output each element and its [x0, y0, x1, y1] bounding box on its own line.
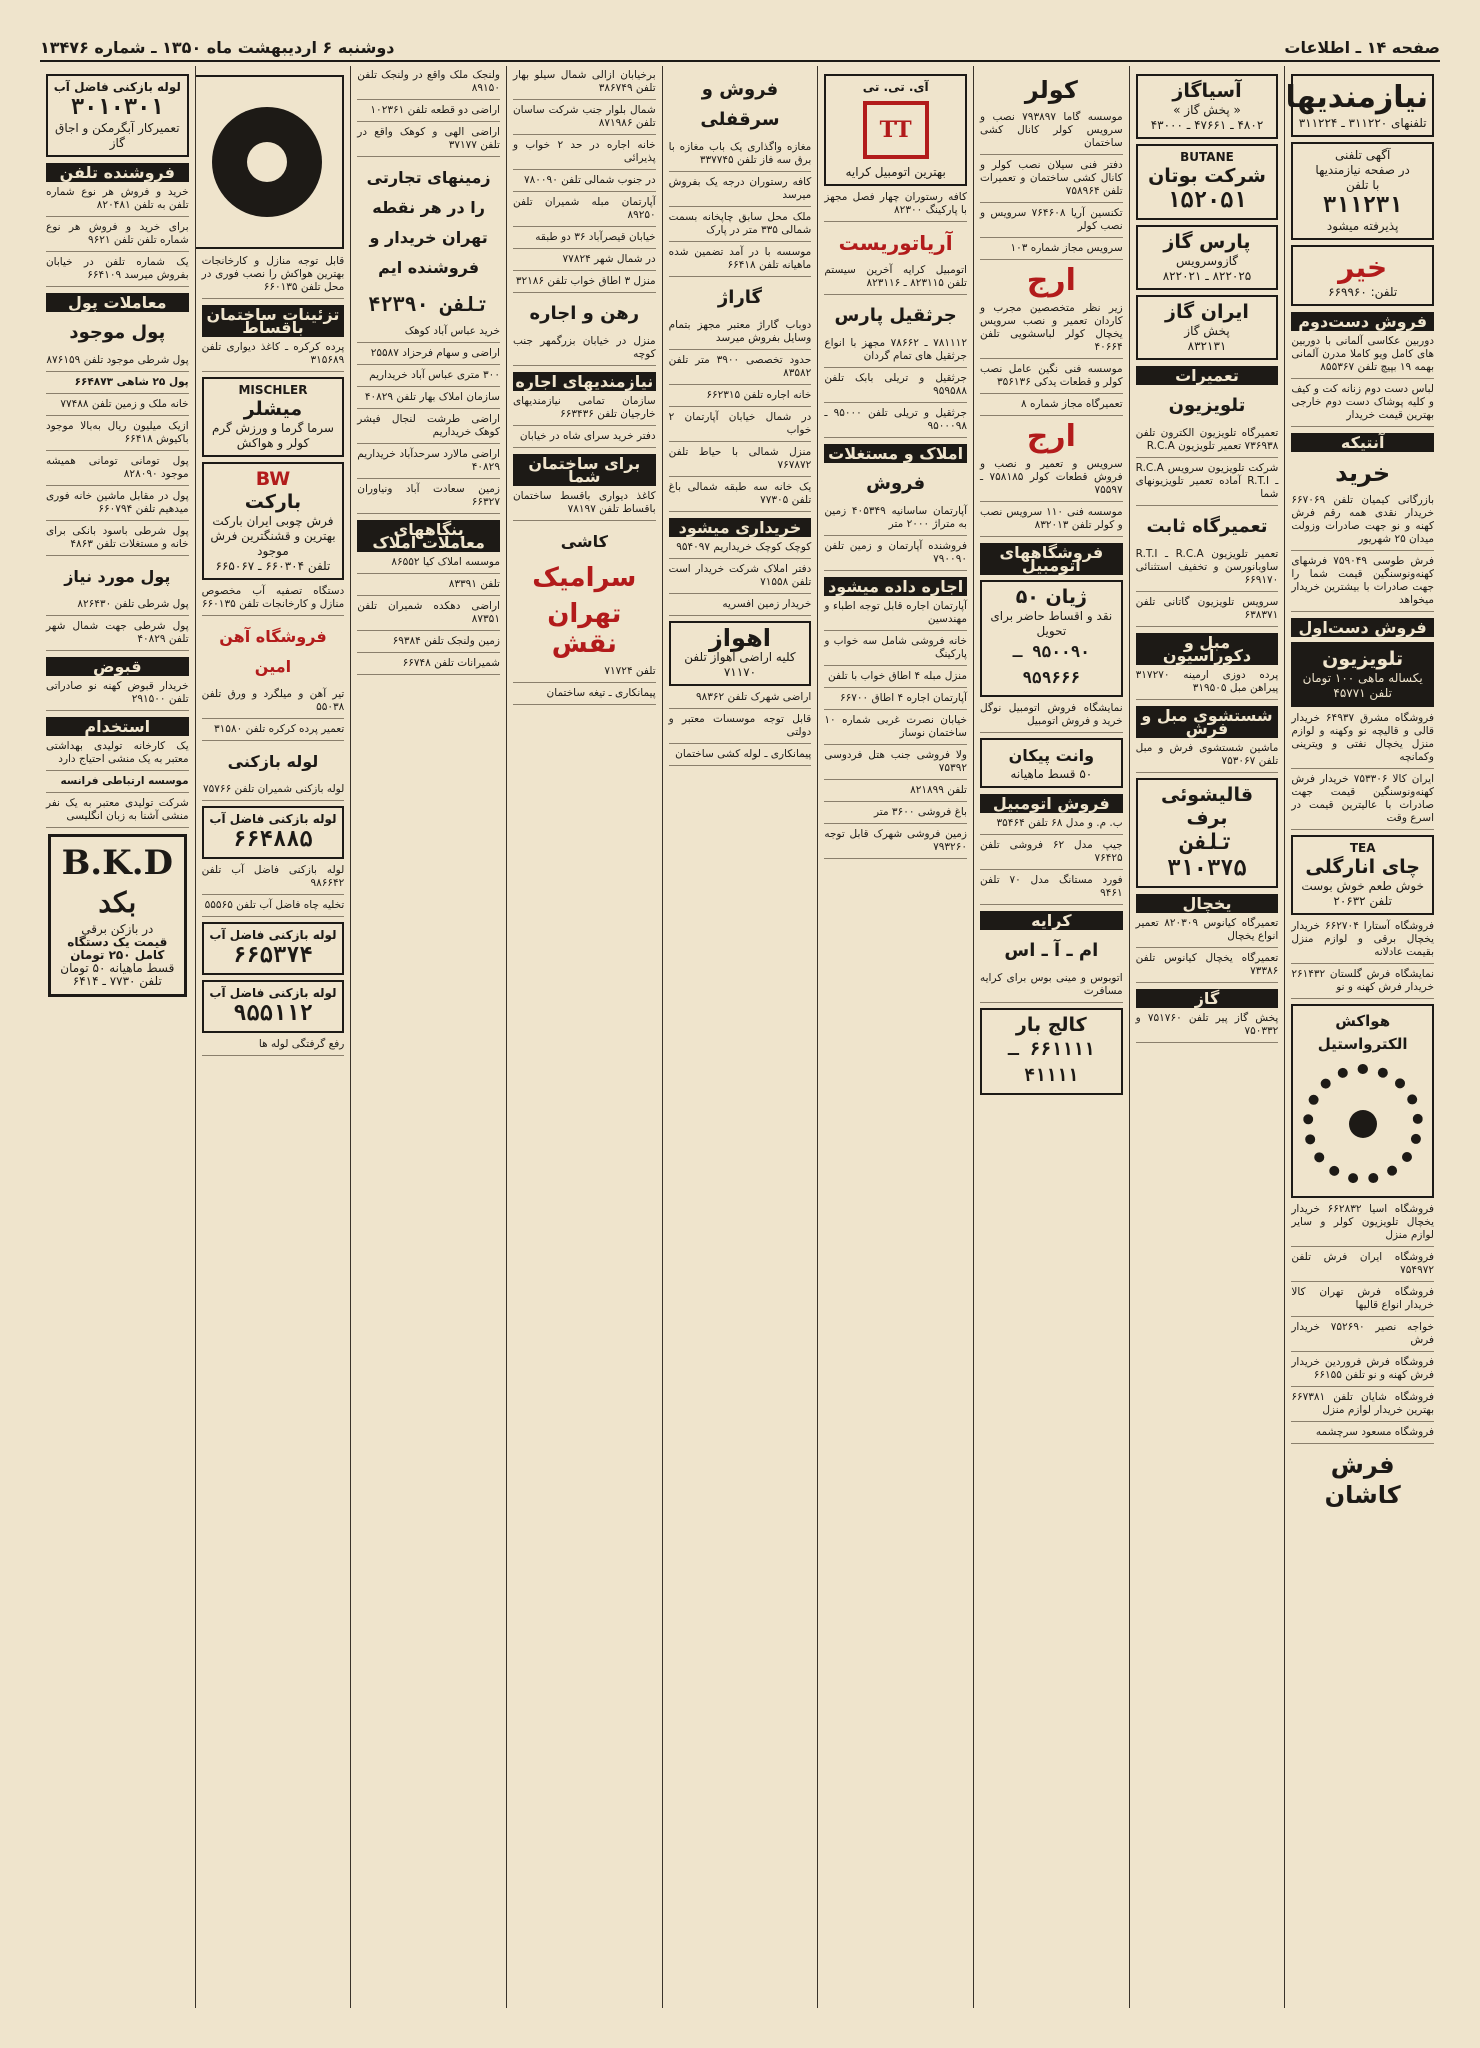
section-header: فروشنده تلفن: [46, 163, 189, 182]
ad-item: شرکت تلویزیون سرویس R.C.A ـ R.T.I آماده تعمیر تلویزیونهای شما: [1136, 462, 1279, 506]
kashan-carpet-title: فرش کاشان: [1324, 1451, 1401, 1509]
classifieds-masthead: [1285, 74, 1434, 137]
iran-gas-phone: ۸۳۲۱۳۱: [1187, 339, 1227, 353]
arj-brand-logo: ارج: [1026, 419, 1076, 454]
commercial-land-phone: تلفن ۴۲۳۹۰: [368, 292, 489, 316]
masthead-title: نیازمندیها: [1285, 80, 1428, 115]
pars-gas-ad: [1136, 225, 1279, 290]
tv-price: یکساله ماهی ۱۰۰ تومان: [1302, 671, 1423, 685]
promo-number: ۳۱۱۲۳۱: [1322, 193, 1403, 218]
ad-item: فورد مستانگ مدل ۷۰ تلفن ۹۴۶۱: [980, 874, 1123, 905]
sabet-heading: تعمیرگاه ثابت: [1146, 516, 1268, 537]
issue-date: دوشنبه ۶ اردیبهشت ماه ۱۳۵۰ ـ شماره ۱۳۴۷۶: [40, 37, 395, 57]
section-header: فروش دست‌اول: [1291, 618, 1434, 637]
ad-item: فروشگاه اسیا ۶۶۲۸۳۲ خریدار یخچال تلویزیون کولر و سایر لوازم منزل: [1291, 1203, 1434, 1247]
iran-gas-sub: پخش گاز: [1184, 324, 1230, 338]
zhiyan-title: ژیان ۵۰: [1015, 586, 1087, 608]
ad-item: دوربین عکاسی آلمانی با دوربین های کامل ویو کاملا مدرن آلمانی بهمه ۱۹ بپیچ تلفن ۸۵۵۳۶۷: [1291, 335, 1434, 379]
pickup-ad: [980, 738, 1123, 788]
ad-item: نمایشگاه فرش گلستان ۲۶۱۴۳۲ خریدار فرش کهنه و نو: [1291, 968, 1434, 999]
ad-item: تعمیر پرده کرکره تلفن ۳۱۵۸۰: [202, 723, 345, 741]
sewage-title: لوله بازکنی فاضل آب: [209, 928, 337, 942]
ad-item: در شمال شهر ۷۷۸۲۴: [513, 253, 656, 271]
section-header: فروشگاههای اتومبیل: [980, 543, 1123, 575]
ad-item: خواجه نصیر ۷۵۲۶۹۰ خریدار فرش: [1291, 1321, 1434, 1352]
section-header: اجاره داده میشود: [824, 577, 967, 596]
ad-item: زیر نظر متخصصین مجرب و کاردان تعمیر و نصب سرویس یخچال کولر لباسشویی تلفن ۴۰۶۶۴: [980, 302, 1123, 359]
ad-item: شمال بلوار جنب شرکت ساسان تلفن ۸۷۱۹۸۶: [513, 104, 656, 135]
iran-gas-title: ایران گاز: [1165, 301, 1249, 323]
promo-note: پذیرفته میشود: [1326, 219, 1399, 233]
ad-item: سرویس تلویزیون گاتانی تلفن ۶۳۸۳۷۱: [1136, 596, 1279, 627]
ad-item: برخیابان ازالی شمال سیلو بهار تلفن ۳۸۶۷۴۹: [513, 69, 656, 100]
promo-line: با تلفن: [1346, 178, 1380, 192]
fan-icon: [1303, 1064, 1423, 1184]
promo-line: در صفحه نیازمندیها: [1315, 163, 1410, 177]
ad-item: اراضی دهکده شمیران تلفن ۸۷۳۵۱: [357, 600, 500, 631]
ad-item: تلفن ۸۳۳۹۱: [357, 578, 500, 596]
ad-item: در جنوب شمالی تلفن ۷۸۰۰۹۰: [513, 174, 656, 192]
ahvaz-text: کلیه اراضی اهواز تلفن ۷۱۱۷۰: [684, 650, 796, 679]
ad-item: زمین ولنجک تلفن ۶۹۳۸۴: [357, 635, 500, 653]
ad-item: موسسه گاما ۷۹۳۸۹۷ نصب و سرویس کولر کانال کشی ساختمان: [980, 111, 1123, 155]
tea-phone: تلفن ۲۰۶۳۲: [1333, 894, 1392, 908]
columns: [40, 66, 1440, 2008]
arj-brand-logo: ارج: [1026, 263, 1076, 298]
bw-text: فرش چوبی ایران بارکت بهترین و قشنگترین فرش موجود: [210, 514, 336, 558]
carpet-wash-phone: تلفن ۳۱۰۳۷۵: [1167, 830, 1247, 881]
ad-item: پول شرطی تلفن ۸۲۶۴۳۰: [46, 598, 189, 616]
tv-installment-ad: [1291, 642, 1434, 707]
commercial-land-heading: زمینهای تجارتی را در هر نقطه تهران خریدار و فروشنده ایم: [366, 168, 491, 277]
section-header: برای ساختمان شما: [513, 454, 656, 486]
ad-item: موسسه املاک کیا ۸۶۵۵۲: [357, 556, 500, 574]
sewage-phone: ۶۶۵۳۷۴: [233, 943, 313, 968]
ad-item: کافه رستوران درجه یک بفروش میرسد: [669, 176, 812, 207]
ad-item: یک کارخانه تولیدی بهداشتی معتبر به یک منشی احتیاج دارد: [46, 740, 189, 771]
mischler-brand: MISCHLER: [238, 383, 308, 397]
ad-item: پخش گاز پیر تلفن ۷۵۱۷۶۰ و ۷۵۰۳۳۲: [1136, 1012, 1279, 1043]
section-header: املاک و مستغلات: [824, 444, 967, 463]
ad-item: ۷۸۱۱۱۲ ـ ۷۸۶۶۲ مجهز با انواع جرثقیل های تمام گردان: [824, 337, 967, 368]
section-header: نیازمندیهای اجاره: [513, 372, 656, 391]
iron-shop-heading: فروشگاه آهن امین: [219, 627, 327, 676]
section-header: فروش اتومبیل: [980, 794, 1123, 813]
bkd-sub: در بازکن برقی: [81, 922, 154, 936]
cooler-ad: [1291, 1004, 1434, 1198]
sewage-title: لوله بازکنی فاضل آب: [209, 812, 337, 826]
ad-item: خیابان قیصرآباد ۳۶ دو طبقه: [513, 231, 656, 249]
ad-item: آپارتمان اجاره قابل توجه اطباء و مهندسین: [824, 600, 967, 631]
ad-item: یک خانه سه طبقه شمالی باغ تلفن ۷۷۳۰۵: [669, 481, 812, 512]
ad-item: پرده کرکره ـ کاغذ دیواری تلفن ۳۱۵۶۸۹: [202, 341, 345, 372]
ad-item: اتومبیل کرایه آخرین سیستم تلفن ۸۲۳۱۱۵ ـ ۸۲۳۱۱۶: [824, 264, 967, 295]
ad-item: تلفن ۷۱۷۲۴: [513, 665, 656, 683]
bkd-installment: قسط ماهیانه ۵۰ تومان: [60, 961, 175, 975]
ad-item: دوباب گاراژ معتبر مجهز بتمام وسایل بفروش میرسد: [669, 319, 812, 350]
wheel-icon: [212, 107, 322, 217]
ad-item: جرثقیل و تریلی بابک تلفن ۹۵۹۵۸۸: [824, 372, 967, 403]
tea-title: چای انارگلی: [1305, 856, 1420, 878]
pars-gas-sub: گازوسرویس: [1175, 254, 1239, 268]
pars-gas-phones: ۸۲۲۰۲۵ ـ ۸۲۲۰۲۱: [1162, 269, 1252, 283]
itt-title: آی. تی. تی: [862, 80, 929, 94]
ad-item: ملک محل سابق چاپخانه بسمت شمالی ۳۳۵ متر در پارک: [669, 211, 812, 242]
tv-phone: تلفن ۴۵۷۷۱: [1333, 686, 1392, 700]
mischler-name: میشلر: [243, 398, 303, 420]
khayr-ad: [1291, 245, 1434, 306]
ad-item: خانه ملک و زمین تلفن ۷۷۴۸۸: [46, 398, 189, 416]
ad-item: تعمیر تلویزیون R.C.A ـ R.T.I ساوبانورسن و تخفیف استثنائی ۶۶۹۱۷۰: [1136, 548, 1279, 592]
ad-item: ب. م. و مدل ۶۸ تلفن ۳۵۴۶۴: [980, 817, 1123, 835]
ad-item: دفتر خرید سرای شاه در خیابان: [513, 430, 656, 448]
carpet-wash-title: قالیشوئی برف: [1160, 784, 1254, 829]
ad-item: فروشگاه آستارا ۶۶۲۷۰۴ خریدار یخچال برقی و لوازم منزل بقیمت عادلانه: [1291, 920, 1434, 964]
sewage-ad: [202, 922, 345, 975]
ad-item: بازرگانی کیمیان تلفن ۶۶۷۰۶۹ خریدار نقدی همه رقم فرش کهنه و نو جهت صادرات وزولت میدان ۲۵ شهریور: [1291, 494, 1434, 551]
ad-item: موسسه فنی ۱۱۰ سرویس نصب و کولر تلفن ۸۳۲۰۱۳: [980, 506, 1123, 537]
ad-item: کافه رستوران چهار فصل مجهز با پارکینگ ۸۲۳۰۰: [824, 191, 967, 222]
ad-item: جرثقیل و تریلی تلفن ۹۵۰۰۰ ـ ۹۵۰۰۰۹۸: [824, 407, 967, 438]
itt-ad: [824, 74, 967, 186]
column-2: [1129, 66, 1285, 2008]
ad-item: پول شرطی باسود بانکی برای خانه و مستغلات تلفن ۴۸۶۳: [46, 525, 189, 556]
column-3: [973, 66, 1129, 2008]
column-1: [1284, 66, 1440, 2008]
ad-item: لوله بازکنی شمیران تلفن ۷۵۷۶۶: [202, 783, 345, 801]
cooler-title: هواکش الکترواستیل: [1317, 1012, 1408, 1053]
section-header: خریداری میشود: [669, 518, 812, 537]
ad-item: سازمان املاک بهار تلفن ۴۰۸۲۹: [357, 391, 500, 409]
ad-item: اراضی طرشت لنجال فیشر کوهک خریداریم: [357, 413, 500, 444]
ad-item: فروشگاه فرش فروردین خریدار فرش کهنه و نو تلفن ۶۶۱۵۵: [1291, 1356, 1434, 1387]
section-header: یخچال: [1136, 894, 1279, 913]
ad-item: یک شماره تلفن در خیابان بفروش میرسد ۶۶۴۱۰۹: [46, 256, 189, 287]
column-8: [195, 66, 351, 2008]
ad-item: تعمیرگاه یخچال کیانوس تلفن ۷۳۳۸۶: [1136, 952, 1279, 983]
ad-item: تیر آهن و میلگرد و ورق تلفن ۵۵۰۳۸: [202, 688, 345, 719]
ad-item: خیابان نصرت غربی شماره ۱۰ ساختمان نوساز: [824, 714, 967, 745]
ad-item: قابل توجه منازل و کارخانجات بهترین هواکش را نصب فوری در محل تلفن ۶۶۰۱۳۵: [202, 255, 345, 299]
bkd-logo: B.K.D: [61, 843, 174, 883]
ad-item: فروشگاه ایران فرش تلفن ۷۵۴۹۷۲: [1291, 1251, 1434, 1282]
asia-gas-title: آسیاگاز: [1172, 80, 1242, 102]
tv-title: تلویزیون: [1322, 648, 1404, 670]
ad-item: جیپ مدل ۶۲ فروشی تلفن ۷۶۴۲۵: [980, 839, 1123, 870]
ad-item: شرکت تولیدی معتبر به یک نفر منشی آشنا به زبان انگلیسی: [46, 797, 189, 828]
ad-item: خریدار قبوض کهنه نو صادراتی تلفن ۲۹۱۵۰۰: [46, 680, 189, 711]
ad-item: شمیرانات تلفن ۶۶۷۴۸: [357, 657, 500, 675]
khayr-title: خیر: [1338, 251, 1388, 284]
ad-item: اراضی و سهام فرحزاد ۲۵۵۸۷: [357, 347, 500, 365]
ad-item: آپارتمان مبله شمیران تلفن ۸۹۲۵۰: [513, 196, 656, 227]
section-header: معاملات پول: [46, 293, 189, 312]
ad-item: تخلیه چاه فاضل آب تلفن ۵۵۵۶۵: [202, 899, 345, 917]
ad-item: ایران کالا ۷۵۳۳۰۶ خریدار فرش کهنه‌ونوسنگین قیمت جهت صادرات با عالیترین قیمت در اسرع وقت: [1291, 773, 1434, 830]
section-header: فروش دست‌دوم: [1291, 312, 1434, 331]
mas-heading: ام ـ آ ـ اس: [1004, 940, 1099, 961]
sewage-ad: [202, 806, 345, 859]
pickup-sub: ۵۰ قسط ماهیانه: [1010, 767, 1093, 781]
mortgage-heading: رهن و اجاره: [529, 303, 640, 324]
butane-title: شرکت بوتان: [1148, 165, 1266, 187]
ad-item: سرویس مجاز شماره ۱۰۳: [980, 242, 1123, 260]
ad-item: پول ۲۵ شاهی ۶۶۴۸۷۳: [46, 376, 189, 394]
ad-item: خرید عباس آباد کوهک: [357, 325, 500, 343]
kalaj-ad: [980, 1008, 1123, 1095]
ad-item: سازمان تمامی نیازمندیهای خارجیان تلفن ۶۶۳۴۳۶: [513, 395, 656, 426]
ad-item: زمین سعادت آباد ونیاوران ۶۶۳۲۷: [357, 483, 500, 514]
ad-item: زمین فروشی شهرک قابل توجه ۷۹۳۲۶۰: [824, 828, 967, 859]
mischler-ad: [202, 377, 345, 457]
section-header: گاز: [1136, 989, 1279, 1008]
butane-phone: ۱۵۲۰۵۱: [1167, 188, 1247, 213]
ad-item: برای خرید و فروش هر نوع شماره تلفن تلفن ۹۶۲۱: [46, 221, 189, 252]
ad-item: لوله بازکنی فاضل آب تلفن ۹۸۶۶۴۲: [202, 864, 345, 895]
sale-heading: فروش: [866, 473, 926, 494]
tea-subtitle: خوش طعم خوش بوست: [1301, 879, 1424, 893]
ad-item: فروشگاه مسعود سرچشمه: [1291, 1426, 1434, 1444]
ad-item: موسسه با در آمد تضمین شده ماهیانه تلفن ۶۶۴۱۸: [669, 246, 812, 277]
ad-item: فروشنده آپارتمان و زمین تلفن ۷۹۰۰۹۰: [824, 540, 967, 571]
ad-item: حدود تخصصی ۳۹۰۰ متر تلفن ۸۳۵۸۲: [669, 354, 812, 385]
ad-item: منزل ۳ اطاق خواب تلفن ۳۲۱۸۶: [513, 275, 656, 293]
butane-ad: [1136, 144, 1279, 220]
bw-brand: BW: [255, 468, 291, 490]
asia-gas-sub: « پخش گاز »: [1173, 103, 1241, 117]
sewage-phone: ۹۵۵۱۱۲: [233, 1001, 313, 1026]
ad-item: فروشگاه فرش تهران کالا خریدار انواع قالیها: [1291, 1286, 1434, 1317]
pipe-heading: لوله بازکنی: [227, 752, 319, 771]
ad-item: پیمانکاری ـ لوله کشی ساختمان: [669, 748, 812, 766]
bkd-name: بکد: [98, 886, 137, 919]
money-needed-heading: پول مورد نیاز: [64, 567, 171, 586]
ad-item: پرده دوزی ارمینه ۳۱۷۲۷۰ پیراهن مبل ۳۱۹۵۰۵: [1136, 669, 1279, 700]
ad-item: دفتر املاک شرکت خریدار است تلفن ۷۱۵۵۸: [669, 563, 812, 594]
ad-item: فرش طوسی ۷۵۹۰۴۹ فرشهای کهنه‌ونو‌سنگین قیمت شما را جهت صادرات با بیشترین خریدار میخواهد: [1291, 555, 1434, 612]
ad-item: تعمیرگاه تلویزیون الکترون تلفن ۷۳۶۹۳۸ تعمیر تلویزیون R.C.A: [1136, 427, 1279, 458]
section-header: استخدام: [46, 717, 189, 736]
ad-item: تعمیرگاه مجاز شماره ۸: [980, 398, 1123, 416]
column-6: [506, 66, 662, 2008]
page-number-title: صفحه ۱۴ ـ اطلاعات: [1284, 37, 1440, 57]
bkd-door-opener-ad: [48, 834, 187, 997]
ad-item: ماشین شستشوی فرش و مبل تلفن ۷۵۳۰۶۷: [1136, 742, 1279, 773]
bkd-price: قیمت یک دستگاه کامل ۲۵۰ تومان: [67, 935, 168, 962]
ad-item: مغازه واگذاری یک باب مغازه با برق سه فاز تلفن ۳۳۷۷۴۵: [669, 141, 812, 172]
zhiyan-sub: نقد و اقساط حاضر برای تحویل: [990, 609, 1113, 638]
itt-sub: بهترین اتومبیل کرایه: [845, 165, 946, 179]
ad-item: پول تومانی تومانی همیشه موجود ۸۲۸۰۹۰: [46, 455, 189, 486]
tea-brand: TEA: [1349, 841, 1376, 855]
ad-item: دفتر فنی سیلان نصب کولر و کانال کشی ساختمان و تعمیرات تلفن ۷۵۸۹۶۴: [980, 159, 1123, 203]
buy-heading: خرید: [1335, 459, 1391, 487]
promo-line: آگهی تلفنی: [1334, 148, 1391, 162]
bw-name: بارکت: [244, 491, 302, 513]
ad-item: رفع گرفتگی لوله ها: [202, 1038, 345, 1056]
zhiyan-ad: [980, 580, 1123, 697]
ad-item: قابل توجه موسسات معتبر و دولتی: [669, 713, 812, 744]
iran-gas-ad: [1136, 295, 1279, 360]
ahvaz-ad: [669, 621, 812, 686]
ad-item: نمایشگاه فروش اتومبیل نوگل خرید و فروش اتومبیل: [980, 702, 1123, 733]
ad-item: اتوبوس و مینی بوس برای کرایه مسافرت: [980, 972, 1123, 1003]
crane-heading: جرثقیل پارس: [834, 305, 957, 326]
section-header: کرایه: [980, 911, 1123, 930]
ad-item: خریدار زمین افسریه: [669, 598, 812, 616]
ad-item: باغ فروشی ۳۶۰۰ متر: [824, 806, 967, 824]
ad-item: پیمانکاری ـ تیغه ساختمان: [513, 687, 656, 705]
cooler-heading: کولر: [1024, 76, 1078, 104]
pars-gas-title: پارس گاز: [1163, 231, 1251, 253]
asia-gas-phones: ۴۸۰۲ ـ ۴۷۶۶۱ ـ ۴۳۰۰۰: [1150, 118, 1264, 132]
column-7: [350, 66, 506, 2008]
shop-heading: فروش و سرقفلی: [700, 79, 780, 130]
kalaj-title: کالج بار: [1015, 1014, 1087, 1036]
ad-item: تلفن ۸۲۱۸۹۹: [824, 784, 967, 802]
ad-item: موسسه فنی نگین عامل نصب کولر و قطعات یدکی ۳۵۶۱۳۶: [980, 363, 1123, 394]
ad-item: موسسه ارتباطی فرانسه: [46, 775, 189, 793]
ahvaz-title: اهواز: [708, 624, 771, 652]
ad-item: خانه اجاره تلفن ۶۶۲۳۱۵: [669, 389, 812, 407]
section-header: شستشوی مبل و فرش: [1136, 706, 1279, 738]
sewage-main-ad: [46, 74, 189, 157]
mischler-text: سرما گرما و ورزش گرم کولر و هواکش: [211, 421, 334, 450]
section-header: قبوض: [46, 657, 189, 676]
ad-item: آپارتمان اجاره ۴ اطاق ۶۶۷۰۰: [824, 692, 967, 710]
ad-item: کوچک کوچک خریداریم ۹۵۴۰۹۷: [669, 541, 812, 559]
sewage-main-note: تعمیرکار آبگرمکن و اجاق گاز: [55, 121, 180, 150]
steering-logo-ad: [195, 75, 345, 249]
ad-item: خرید و فروش هر نوع شماره تلفن به تلفن ۸۲۰۴۸۱: [46, 186, 189, 217]
ad-item: تعمیرگاه کیانوس ۸۲۰۳۰۹ تعمیر انواع یخچال: [1136, 917, 1279, 948]
ad-item: اراضی مالارد سرحدآباد خریداریم ۴۰۸۲۹: [357, 448, 500, 479]
sewage-main-phone: ۳۰۱۰۳۰۱: [70, 95, 164, 120]
masthead-phones: تلفنهای ۳۱۱۲۲۰ ـ ۳۱۱۲۲۴: [1298, 116, 1427, 130]
ad-item: تکنسین آریا ۷۶۴۶۰۸ سرویس و نصب کولر: [980, 207, 1123, 238]
ad-item: در شمال خیابان آپارتمان ۲ خواب: [669, 411, 812, 442]
garage-heading: گاراژ: [717, 287, 763, 308]
section-header: تعمیرات: [1136, 366, 1279, 385]
ceramic-title: سرامیک: [532, 563, 637, 593]
column-5: [662, 66, 818, 2008]
section-header: مبل و دکوراسیون: [1136, 633, 1279, 665]
tehran-naghsh-title: تهران نقش: [547, 599, 622, 659]
phone-ads-promo: [1291, 142, 1434, 240]
ad-item: فروشگاه مشرق ۶۴۹۳۷ خریدار قالی و قالیچه نو وکهنه و لوازم منزل یخچال نفتی و ویترینی وکمانچه: [1291, 712, 1434, 769]
page-header: [40, 34, 1440, 62]
money-heading: پول موجود: [69, 322, 166, 343]
bw-parquet-ad: [202, 462, 345, 580]
carpet-wash-ad: [1136, 778, 1279, 888]
column-9: [40, 66, 195, 2008]
sewage-title: لوله بازکنی فاضل آب: [209, 986, 337, 1000]
ad-item: اراضی شهرک تلفن ۹۸۳۶۲: [669, 691, 812, 709]
ad-item: منزل مبله ۴ اطاق خواب با تلفن: [824, 670, 967, 688]
ad-item: کاغذ دیواری باقسط ساختمان باقساط تلفن ۷۸۱۹۷: [513, 490, 656, 521]
tile-label: کاشی: [560, 532, 608, 551]
ad-item: منزل شمالی با حیاط تلفن ۷۶۷۸۷۲: [669, 446, 812, 477]
ad-item: پول در مقابل ماشین خانه فوری میدهیم تلفن ۶۶۰۷۹۴: [46, 490, 189, 521]
ad-item: ازیک میلیون ریال به‌بالا موجود باکیوش ۶۶۴۱۸: [46, 420, 189, 451]
ad-item: اراضی دو قطعه تلفن ۱۰۲۳۶۱: [357, 104, 500, 122]
sewage-ad: [202, 980, 345, 1033]
asia-gas-ad: [1136, 74, 1279, 139]
sewage-main-title: لوله بازکنی فاضل آب: [53, 80, 181, 94]
ad-item: دستگاه تصفیه آب مخصوص منازل و کارخانجات تلفن ۶۶۰۱۳۵: [202, 585, 345, 616]
bkd-phone: تلفن ۷۷۳۰ ـ ۶۴۱۴: [72, 974, 162, 988]
arya-tourist-title: آریاتوریست: [838, 231, 953, 255]
itt-logo-icon: TT: [863, 101, 929, 159]
tv-heading: تلویزیون: [1168, 395, 1246, 416]
sewage-phone: ۶۶۴۸۸۵: [233, 827, 313, 852]
ad-item: خانه فروشی شامل سه خواب و پارکینگ: [824, 635, 967, 666]
bw-phone: تلفن ۶۶۰۳۰۴ ـ ۶۶۵۰۶۷: [215, 559, 331, 573]
ad-item: ولا فروشی جنب هتل فردوسی ۷۵۳۹۲: [824, 749, 967, 780]
ad-item: پول شرطی جهت شمال شهر تلفن ۴۰۸۲۹: [46, 620, 189, 651]
ad-item: اراضی الهی و کوهک واقع در تلفن ۳۷۱۷۷: [357, 126, 500, 157]
section-header: بنگاههای معاملات املاک: [357, 520, 500, 552]
khayr-phone: تلفن: ۶۶۹۹۶۰: [1328, 285, 1398, 299]
butane-brand: BUTANE: [1180, 150, 1234, 164]
ad-item: لباس دست دوم زنانه کت و کیف و کلیه پوشاک دست دوم خارجی بهترین قیمت خریدار: [1291, 383, 1434, 427]
section-header: تزئینات ساختمان باقساط: [202, 305, 345, 337]
ad-item: ولنجک ملک واقع در ولنجک تلفن ۸۹۱۵۰: [357, 69, 500, 100]
ad-item: ۳۰۰ متری عباس آباد خریداریم: [357, 369, 500, 387]
ad-item: پول شرطی موجود تلفن ۸۷۶۱۵۹: [46, 354, 189, 372]
kalaj-phone: ۶۶۱۱۱۱ ـ ۴۱۱۱۱: [1007, 1039, 1095, 1086]
ad-item: آپارتمان ساسانیه ۴۰۵۳۴۹ زمین به متراژ ۲۰۰۰ متر: [824, 505, 967, 536]
ad-item: فروشگاه شایان تلفن ۶۶۷۳۸۱ بهترین خریدار لوازم منزل: [1291, 1391, 1434, 1422]
ad-item: منزل در خیابان بزرگمهر جنب کوچه: [513, 335, 656, 366]
ad-item: سرویس و تعمیر و نصب و فروش قطعات کولر ۷۵۸۱۸۵ ـ ۷۵۵۹۷: [980, 458, 1123, 502]
ad-item: خانه اجاره در حد ۲ خواب و پذیرائی: [513, 139, 656, 170]
column-4: [817, 66, 973, 2008]
zhiyan-phone: ۹۵۰۰۹۰ ـ ۹۵۹۶۶۶: [1012, 642, 1090, 687]
section-header: آنتیکه: [1291, 433, 1434, 452]
tea-ad: [1291, 835, 1434, 915]
pickup-title: وانت پیکان: [1008, 746, 1095, 765]
